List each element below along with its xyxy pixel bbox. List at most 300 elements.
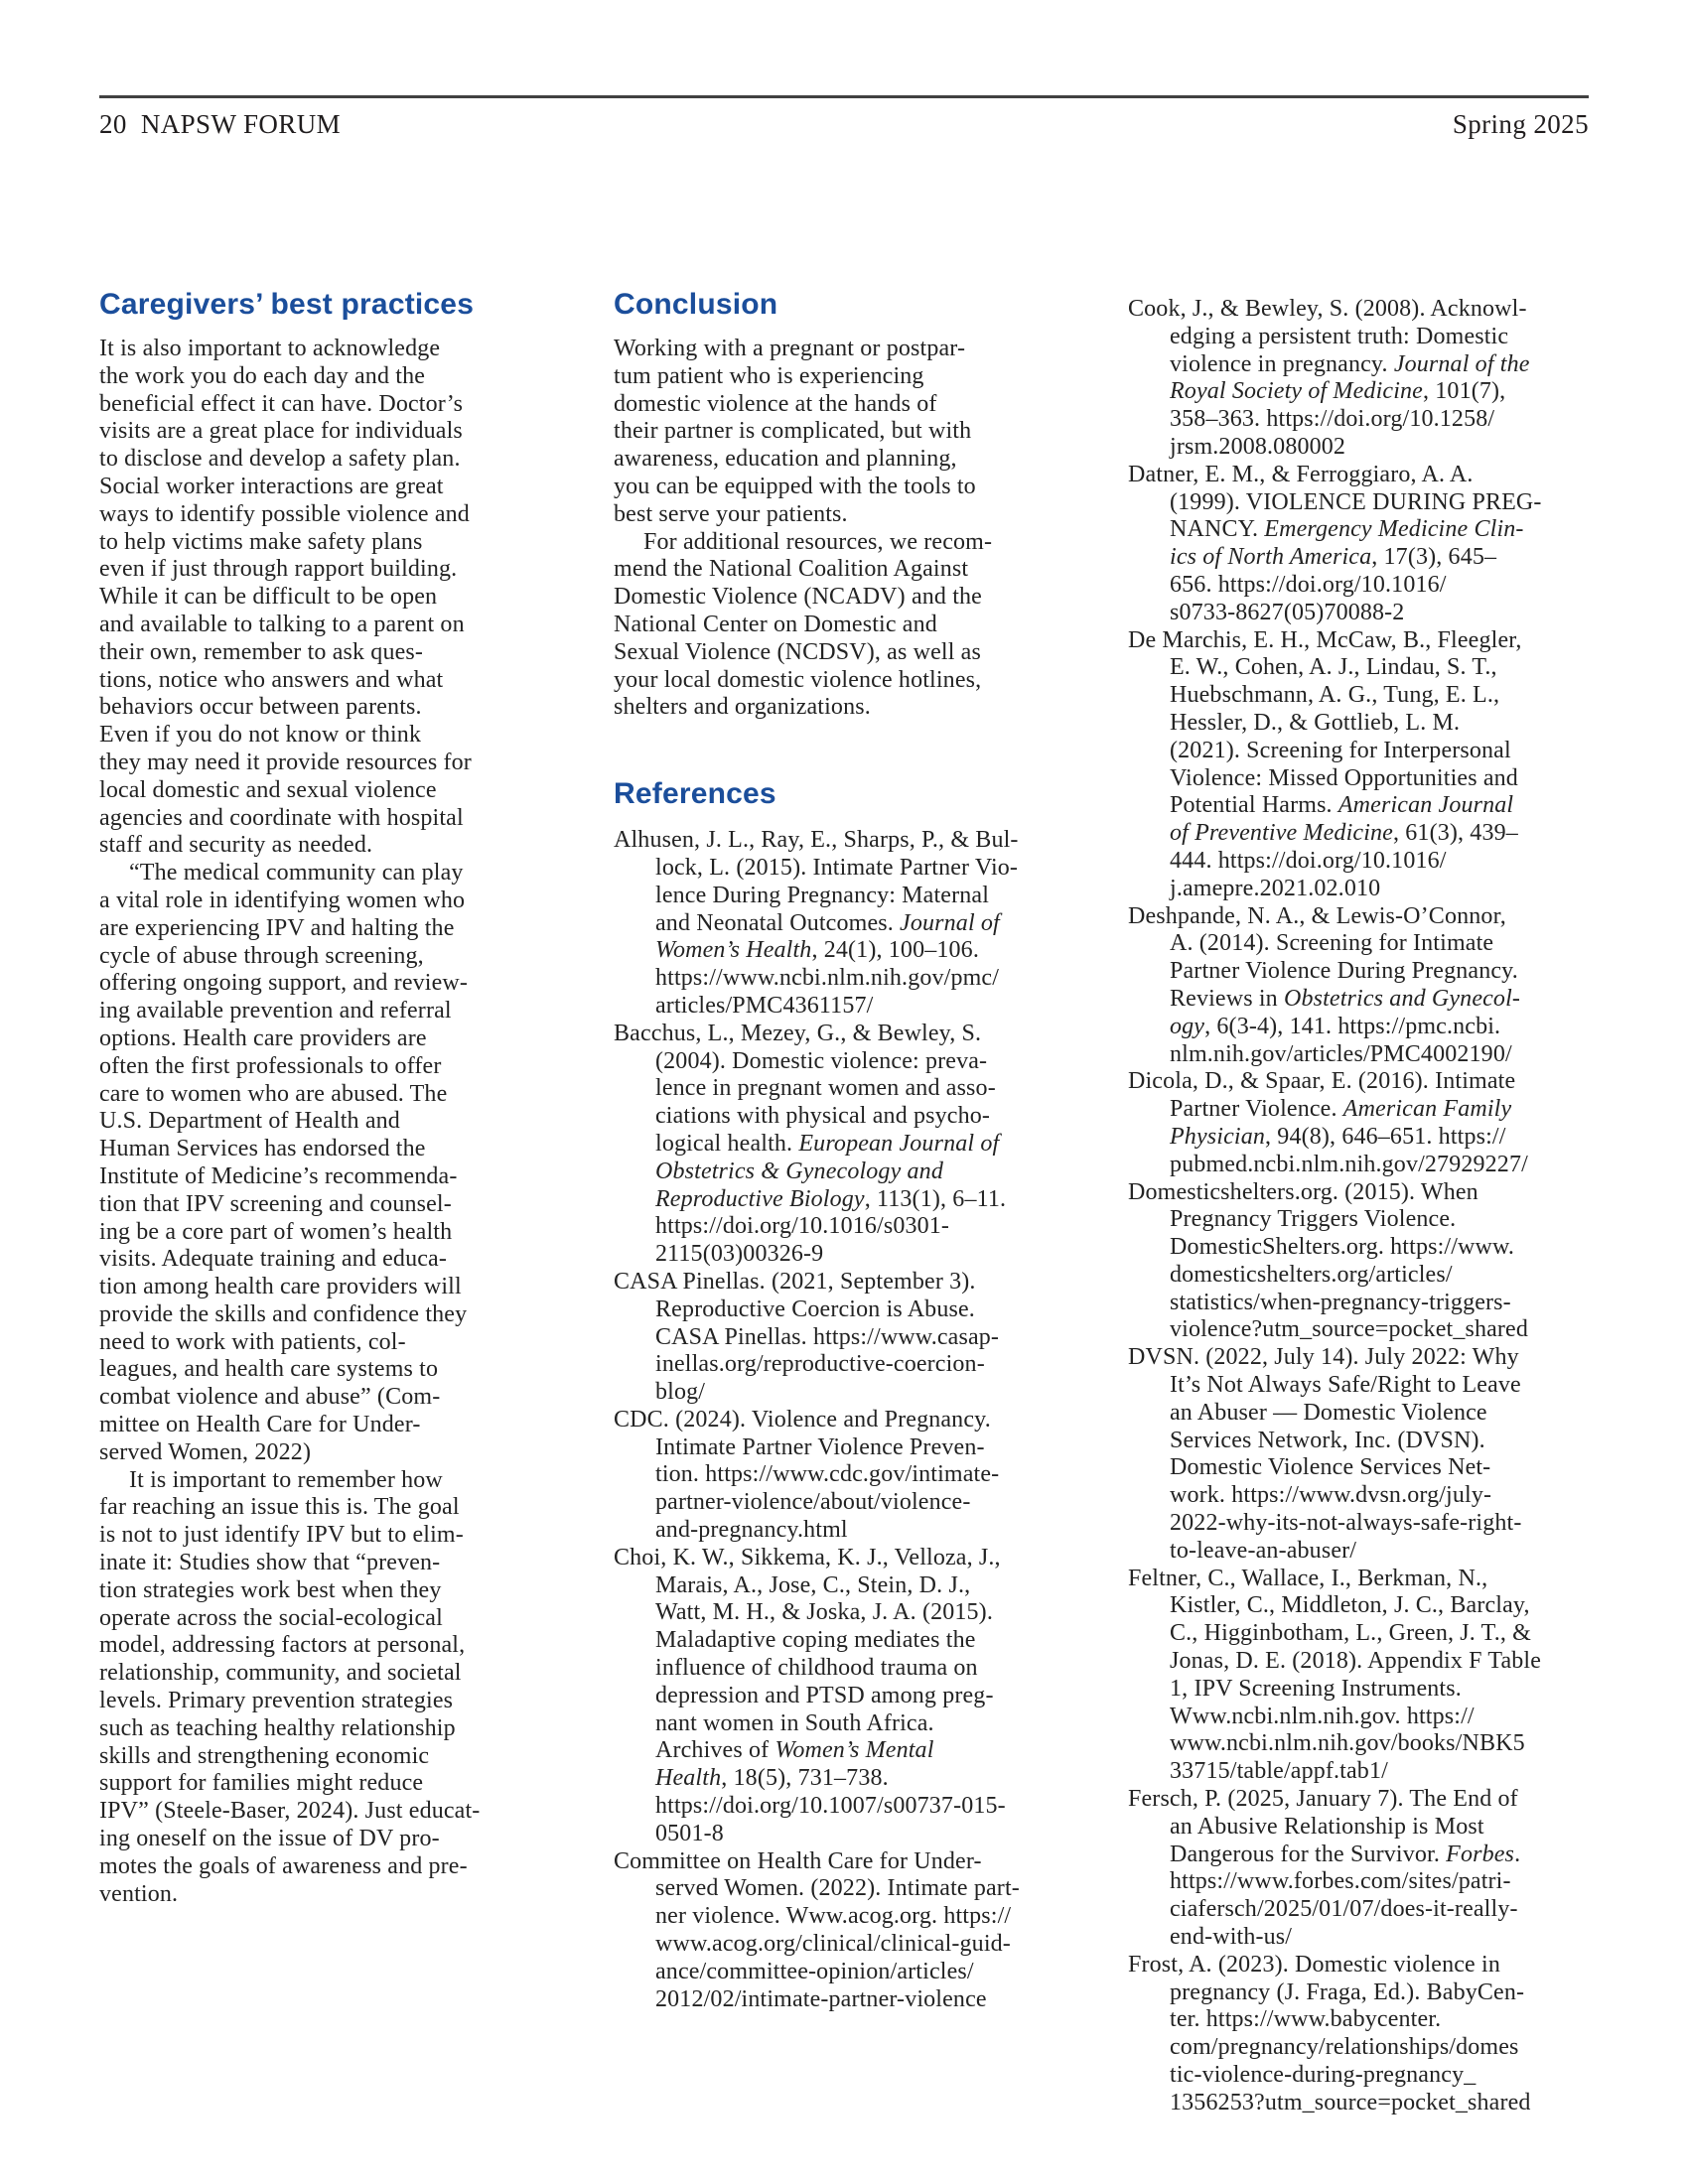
column-right <box>1128 288 1591 2117</box>
text-line <box>1170 1538 1591 1566</box>
text-run: It is important to remember how <box>129 1466 443 1493</box>
text-run: motes the goals of awareness and pre- <box>99 1852 468 1879</box>
text-run: lock, L. (2015). Intimate Partner Vio- <box>655 854 1019 881</box>
text-run: are experiencing IPV and halting the <box>99 914 455 941</box>
text-line <box>1128 1068 1591 1096</box>
text-run: domestic violence at the hands of <box>614 390 937 417</box>
text-run: their partner is complicated, but with <box>614 418 972 445</box>
text-line <box>1128 1344 1591 1372</box>
text-line <box>614 474 1082 501</box>
text-run: Human Services has endorsed the <box>99 1136 426 1162</box>
text-line <box>99 446 568 474</box>
text-run: , 61(3), 439– <box>1392 820 1518 847</box>
text-run: the work you do each day and the <box>99 362 426 389</box>
text-run: Jonas, D. E. (2018). Appendix F Table <box>1170 1648 1542 1675</box>
text-run: tum patient who is experiencing <box>614 362 924 389</box>
text-run: Social worker interactions are great <box>99 473 444 499</box>
text-run: local domestic and sexual violence <box>99 776 437 803</box>
text-line <box>1128 462 1591 489</box>
text-run: Intimate Partner Violence Preven- <box>655 1433 985 1460</box>
text-run: served Women. (2022). Intimate part- <box>655 1875 1020 1902</box>
text-run: and-pregnancy.html <box>655 1517 848 1544</box>
reference-entry <box>614 1545 1082 1848</box>
italic-text: of Preventive Medicine <box>1170 820 1393 847</box>
text-run: Sexual Violence (NCDSV), as well as <box>614 638 981 665</box>
text-run: options. Health care providers are <box>99 1024 427 1051</box>
text-line <box>614 446 1082 474</box>
text-run: and Neonatal Outcomes. <box>655 909 901 936</box>
text-line <box>1170 489 1591 517</box>
text-line <box>655 1931 1082 1959</box>
text-run: While it can be difficult to be open <box>99 584 438 611</box>
text-run: ner violence. Www.acog.org. https:// <box>655 1903 1012 1930</box>
text-line <box>614 667 1082 695</box>
reference-entry <box>1128 1068 1591 1178</box>
issue-date: Spring 2025 <box>1452 109 1589 139</box>
text-line <box>1170 1896 1591 1924</box>
text-run: best serve your patients. <box>614 500 848 527</box>
text-run: tion among health care providers will <box>99 1274 462 1300</box>
caregivers-body <box>99 336 568 1908</box>
text-run: operate across the social-ecological <box>99 1604 443 1631</box>
text-line <box>99 1329 568 1357</box>
italic-text: Reproductive Biology <box>655 1185 865 1212</box>
page-header <box>99 109 1589 140</box>
text-line <box>614 694 1082 722</box>
text-line <box>99 1163 568 1191</box>
text-line <box>99 639 568 667</box>
text-run: com/pregnancy/relationships/domes <box>1170 2034 1519 2061</box>
text-run: E. W., Cohen, A. J., Lindau, S. T., <box>1170 654 1497 681</box>
text-line <box>1170 1152 1591 1179</box>
italic-text: Forbes <box>1446 1841 1515 1867</box>
reference-entry <box>1128 1786 1591 1952</box>
text-line <box>99 1577 568 1605</box>
text-run: (2004). Domestic violence: preva- <box>655 1047 988 1074</box>
text-line <box>614 418 1082 446</box>
text-line <box>1170 1979 1591 2007</box>
text-run: Domestic Violence (NCADV) and the <box>614 584 982 611</box>
reference-entry <box>1128 903 1591 1069</box>
text-line <box>655 965 1082 993</box>
text-run: inellas.org/reproductive-coercion- <box>655 1351 985 1378</box>
text-run: agencies and coordinate with hospital <box>99 804 464 831</box>
text-run: depression and PTSD among preg- <box>655 1682 994 1708</box>
reference-entry <box>1128 1566 1591 1786</box>
text-line <box>1170 378 1591 406</box>
text-run: model, addressing factors at personal, <box>99 1632 466 1659</box>
text-line <box>99 1384 568 1412</box>
italic-text: Emergency Medicine Clin- <box>1264 516 1524 543</box>
text-line <box>614 1407 1082 1434</box>
text-line <box>1170 1124 1591 1152</box>
text-line <box>99 1246 568 1274</box>
text-line <box>99 1632 568 1660</box>
text-line <box>99 943 568 971</box>
text-run: far reaching an issue this is. The goal <box>99 1494 460 1521</box>
text-run: shelters and organizations. <box>614 694 871 721</box>
text-line <box>1170 406 1591 434</box>
text-line <box>655 855 1082 883</box>
text-line <box>1170 324 1591 351</box>
text-run: Deshpande, N. A., & Lewis-O’Connor, <box>1128 902 1506 929</box>
text-line <box>1170 1096 1591 1124</box>
text-run: De Marchis, E. H., McCaw, B., Fleegler, <box>1128 626 1522 653</box>
text-line <box>655 1959 1082 1986</box>
text-line <box>99 1439 568 1467</box>
text-run: blog/ <box>655 1379 706 1406</box>
text-line <box>99 1826 568 1853</box>
text-run: , 18(5), 731–738. <box>721 1765 889 1792</box>
text-line <box>655 1241 1082 1269</box>
italic-text: Health <box>655 1765 722 1792</box>
text-run: (1999). VIOLENCE DURING PREG- <box>1170 488 1542 515</box>
header-rule <box>99 95 1589 98</box>
reference-entry <box>1128 1344 1591 1565</box>
text-run: https://doi.org/10.1016/s0301- <box>655 1213 950 1240</box>
text-run: an Abusive Relationship is Most <box>1170 1813 1484 1840</box>
text-run: awareness, education and planning, <box>614 446 957 473</box>
section-heading-caregivers: Caregivers’ best practices <box>99 288 475 321</box>
text-run: Working with a pregnant or postpar- <box>614 336 966 361</box>
text-line <box>99 860 568 887</box>
text-line <box>1170 1316 1591 1344</box>
text-run: Domesticshelters.org. (2015). When <box>1128 1178 1478 1205</box>
reference-entry <box>1128 462 1591 627</box>
text-run: visits are a great place for individuals <box>99 418 463 445</box>
text-line <box>655 1324 1082 1352</box>
text-line <box>1170 544 1591 572</box>
text-run: Potential Harms. <box>1170 792 1338 819</box>
reference-entry <box>614 1269 1082 1407</box>
text-run: nant women in South Africa. <box>655 1709 934 1736</box>
text-run: a vital role in identifying women who <box>99 887 466 913</box>
text-run: tion that IPV screening and counsel- <box>99 1190 452 1217</box>
italic-text: Royal Society of Medicine <box>1170 378 1423 405</box>
text-line <box>99 1025 568 1053</box>
text-line <box>614 1848 1082 1876</box>
text-line <box>655 937 1082 965</box>
text-run: edging a persistent truth: Domestic <box>1170 323 1509 349</box>
text-run: combat violence and abuse” (Com- <box>99 1384 441 1411</box>
text-line <box>1170 1620 1591 1648</box>
text-run: such as teaching healthy relationship <box>99 1714 456 1741</box>
text-run: relationship, community, and societal <box>99 1660 462 1687</box>
text-run: j.amepre.2021.02.010 <box>1170 875 1381 901</box>
text-line <box>99 1356 568 1384</box>
text-run: , 94(8), 646–651. https:// <box>1265 1123 1506 1150</box>
text-line <box>99 556 568 584</box>
text-line <box>1170 2090 1591 2117</box>
text-run: mend the National Coalition Against <box>614 556 969 583</box>
text-line <box>1170 434 1591 462</box>
text-line <box>655 1710 1082 1738</box>
italic-text: Obstetrics & Gynecology and <box>655 1158 943 1184</box>
text-line <box>655 1793 1082 1821</box>
text-run: ter. https://www.babycenter. <box>1170 2006 1442 2033</box>
section-heading-conclusion: Conclusion <box>614 288 778 321</box>
text-run: Reviews in <box>1170 985 1284 1012</box>
text-run: IPV” (Steele-Baser, 2024). Just educat- <box>99 1798 481 1825</box>
paragraph <box>99 860 568 1467</box>
text-run: mittee on Health Care for Under- <box>99 1412 421 1438</box>
text-line <box>99 1550 568 1577</box>
text-run: served Women, 2022) <box>99 1438 312 1465</box>
text-line <box>1128 1566 1591 1593</box>
text-line <box>99 970 568 998</box>
text-line <box>1170 1648 1591 1676</box>
text-run: Huebschmann, A. G., Tung, E. L., <box>1170 682 1500 709</box>
text-line <box>655 1159 1082 1186</box>
text-line <box>99 1412 568 1439</box>
text-run: Watt, M. H., & Joska, J. A. (2015). <box>655 1599 993 1626</box>
text-run: www.ncbi.nlm.nih.gov/books/NBK5 <box>1170 1730 1525 1757</box>
text-line <box>655 1572 1082 1600</box>
text-run: It’s Not Always Safe/Right to Leave <box>1170 1372 1521 1399</box>
text-run: logical health. <box>655 1130 799 1157</box>
text-run: end-with-us/ <box>1170 1924 1293 1951</box>
text-line <box>1170 848 1591 876</box>
text-run: lence During Pregnancy: Maternal <box>655 882 990 908</box>
text-line <box>1128 1786 1591 1814</box>
text-line <box>655 1075 1082 1103</box>
text-run: https://doi.org/10.1007/s00737-015- <box>655 1793 1006 1820</box>
text-line <box>1170 1758 1591 1786</box>
italic-text: ics of North America <box>1170 544 1372 571</box>
text-run: behaviors occur between parents. <box>99 694 422 721</box>
text-run: Reproductive Coercion is Abuse. <box>655 1296 975 1322</box>
text-line <box>655 1489 1082 1517</box>
text-run: to disclose and develop a safety plan. <box>99 446 461 473</box>
text-line <box>1170 738 1591 765</box>
text-run: Partner Violence. <box>1170 1096 1343 1123</box>
text-run: Even if you do not know or think <box>99 722 422 749</box>
text-run: visits. Adequate training and educa- <box>99 1246 447 1273</box>
text-line <box>99 1522 568 1550</box>
text-line <box>1170 1454 1591 1482</box>
text-line <box>1170 1676 1591 1704</box>
text-run: https://www.ncbi.nlm.nih.gov/pmc/ <box>655 965 1000 992</box>
text-line <box>614 501 1082 529</box>
text-run: www.acog.org/clinical/clinical-guid- <box>655 1931 1011 1958</box>
text-line <box>1170 1704 1591 1731</box>
text-line <box>99 998 568 1025</box>
text-run: , 101(7), <box>1422 378 1506 405</box>
text-run: levels. Primary prevention strategies <box>99 1688 454 1714</box>
text-line <box>1170 765 1591 793</box>
text-run: , 6(3-4), 141. https://pmc.ncbi. <box>1204 1013 1501 1039</box>
text-line <box>614 556 1082 584</box>
text-line <box>655 1103 1082 1131</box>
text-run: Services Network, Inc. (DVSN). <box>1170 1427 1485 1453</box>
text-run: CDC. (2024). Violence and Pregnancy. <box>614 1406 991 1433</box>
text-line <box>655 1821 1082 1848</box>
text-line <box>1170 986 1591 1014</box>
text-line <box>99 1219 568 1247</box>
text-line <box>99 1715 568 1743</box>
text-run: inate it: Studies show that “preven- <box>99 1550 441 1576</box>
text-line <box>614 827 1082 855</box>
text-run: ciations with physical and psycho- <box>655 1103 991 1130</box>
text-run: jrsm.2008.080002 <box>1170 433 1346 460</box>
italic-text: Women’s Health <box>655 937 812 964</box>
text-line <box>99 832 568 860</box>
text-line <box>614 363 1082 391</box>
text-run: C., Higginbotham, L., Green, J. T., & <box>1170 1620 1531 1647</box>
text-line <box>99 1467 568 1495</box>
text-run: your local domestic violence hotlines, <box>614 666 982 693</box>
italic-text: Physician <box>1170 1123 1265 1150</box>
text-run: 33715/table/appf.tab1/ <box>1170 1758 1388 1785</box>
text-line <box>1170 1868 1591 1896</box>
text-run: Committee on Health Care for Under- <box>614 1847 982 1874</box>
text-line <box>614 639 1082 667</box>
text-run: partner-violence/about/violence- <box>655 1489 971 1516</box>
text-run: ing oneself on the issue of DV pro- <box>99 1826 440 1852</box>
text-run: violence?utm_source=pocket_shared <box>1170 1316 1529 1343</box>
text-run: National Center on Domestic and <box>614 611 937 637</box>
text-line <box>655 1131 1082 1159</box>
text-line <box>1170 876 1591 903</box>
text-run: vention. <box>99 1880 179 1907</box>
text-line <box>614 1545 1082 1572</box>
text-run: and available to talking to a parent on <box>99 611 465 637</box>
text-line <box>655 1986 1082 2014</box>
text-run: lence in pregnant women and asso- <box>655 1075 996 1102</box>
text-run: 0501-8 <box>655 1820 724 1846</box>
text-line <box>655 1875 1082 1903</box>
text-run: Dicola, D., & Spaar, E. (2016). Intimate <box>1128 1068 1516 1095</box>
conclusion-body <box>614 336 1082 722</box>
text-line <box>1170 792 1591 820</box>
text-run: . <box>1514 1841 1521 1867</box>
text-line <box>614 336 1082 363</box>
text-line <box>99 1660 568 1688</box>
column-left <box>99 288 568 1908</box>
text-run: to help victims make safety plans <box>99 528 423 555</box>
text-run: ing be a core part of women’s health <box>99 1218 453 1245</box>
text-run: cycle of abuse through screening, <box>99 942 424 969</box>
text-line <box>99 1853 568 1881</box>
reference-entry <box>1128 1952 1591 2117</box>
text-line <box>1170 1262 1591 1290</box>
text-line <box>655 1655 1082 1683</box>
text-line <box>99 1605 568 1633</box>
text-run: Pregnancy Triggers Violence. <box>1170 1206 1457 1233</box>
text-run: influence of childhood trauma on <box>655 1655 978 1682</box>
text-line <box>655 1048 1082 1076</box>
text-line <box>655 1599 1082 1627</box>
text-line <box>614 584 1082 612</box>
text-run: Alhusen, J. L., Ray, E., Sharps, P., & Bul- <box>614 827 1019 854</box>
text-run: ciafersch/2025/01/07/does-it-really- <box>1170 1896 1518 1923</box>
text-line <box>99 1770 568 1798</box>
text-run: pregnancy (J. Fraga, Ed.). BabyCen- <box>1170 1979 1525 2005</box>
text-line <box>1170 820 1591 848</box>
text-line <box>99 777 568 805</box>
text-run: U.S. Department of Health and <box>99 1108 400 1135</box>
text-line <box>99 1136 568 1163</box>
text-line <box>655 1903 1082 1931</box>
text-line <box>655 1461 1082 1489</box>
text-line <box>99 915 568 943</box>
text-run: beneficial effect it can have. Doctor’s <box>99 390 464 417</box>
italic-text: European Journal of <box>798 1130 1000 1157</box>
text-run: staff and security as needed. <box>99 832 373 859</box>
text-line <box>1170 1014 1591 1041</box>
text-line <box>1170 654 1591 682</box>
text-line <box>1170 1041 1591 1069</box>
text-run: Archives of <box>655 1737 775 1764</box>
text-line <box>1170 1592 1591 1620</box>
text-run: tions, notice who answers and what <box>99 666 444 693</box>
text-line <box>99 501 568 529</box>
text-line <box>655 1517 1082 1545</box>
text-line <box>99 1053 568 1081</box>
text-run: CASA Pinellas. https://www.casap- <box>655 1323 1000 1350</box>
text-line <box>655 1297 1082 1324</box>
text-line <box>99 722 568 750</box>
text-run: domesticshelters.org/articles/ <box>1170 1261 1453 1288</box>
text-run: Kistler, C., Middleton, J. C., Barclay, <box>1170 1592 1530 1619</box>
text-line <box>614 612 1082 639</box>
text-run: Feltner, C., Wallace, I., Berkman, N., <box>1128 1565 1488 1591</box>
text-run: Frost, A. (2023). Domestic violence in <box>1128 1951 1500 1978</box>
text-run: is not to just identify IPV but to elim- <box>99 1522 464 1549</box>
text-run: articles/PMC4361157/ <box>655 992 874 1019</box>
text-run: tion strategies work best when they <box>99 1576 442 1603</box>
text-line <box>655 1186 1082 1214</box>
reference-entry <box>614 1021 1082 1269</box>
text-run: care to women who are abused. The <box>99 1080 448 1107</box>
text-line <box>1170 1290 1591 1317</box>
text-line <box>99 363 568 391</box>
text-run: CASA Pinellas. (2021, September 3). <box>614 1268 976 1295</box>
text-line <box>99 1743 568 1771</box>
text-line <box>1170 1372 1591 1400</box>
text-run: Maladaptive coping mediates the <box>655 1627 976 1654</box>
reference-entry <box>614 1848 1082 2014</box>
reference-entry <box>614 1407 1082 1545</box>
text-run: (2021). Screening for Interpersonal <box>1170 737 1511 763</box>
italic-text: Obstetrics and Gynecol- <box>1283 985 1521 1012</box>
text-run: 656. https://doi.org/10.1016/ <box>1170 571 1447 598</box>
text-run: even if just through rapport building. <box>99 556 458 583</box>
text-line <box>99 805 568 833</box>
text-run: Www.ncbi.nlm.nih.gov. https:// <box>1170 1703 1475 1729</box>
text-run: Partner Violence During Pregnancy. <box>1170 958 1518 985</box>
text-line <box>99 474 568 501</box>
text-line <box>655 1379 1082 1407</box>
text-run: 444. https://doi.org/10.1016/ <box>1170 847 1447 874</box>
text-line <box>1128 1952 1591 1979</box>
text-line <box>614 1269 1082 1297</box>
text-line <box>1170 682 1591 710</box>
paragraph <box>99 1467 568 1909</box>
text-run: NANCY. <box>1170 516 1265 543</box>
text-run: , 24(1), 100–106. <box>811 937 979 964</box>
text-run: tion. https://www.cdc.gov/intimate- <box>655 1461 1000 1488</box>
italic-text: Journal of <box>900 909 1000 936</box>
text-run: A. (2014). Screening for Intimate <box>1170 930 1494 957</box>
text-line <box>99 1108 568 1136</box>
text-run: Cook, J., & Bewley, S. (2008). Acknowl- <box>1128 296 1527 322</box>
text-run: https://www.forbes.com/sites/patri- <box>1170 1868 1511 1895</box>
reference-entry <box>1128 296 1591 462</box>
text-line <box>99 1688 568 1715</box>
text-run: tic-violence-during-pregnancy_ <box>1170 2062 1477 2088</box>
text-line <box>614 1021 1082 1048</box>
